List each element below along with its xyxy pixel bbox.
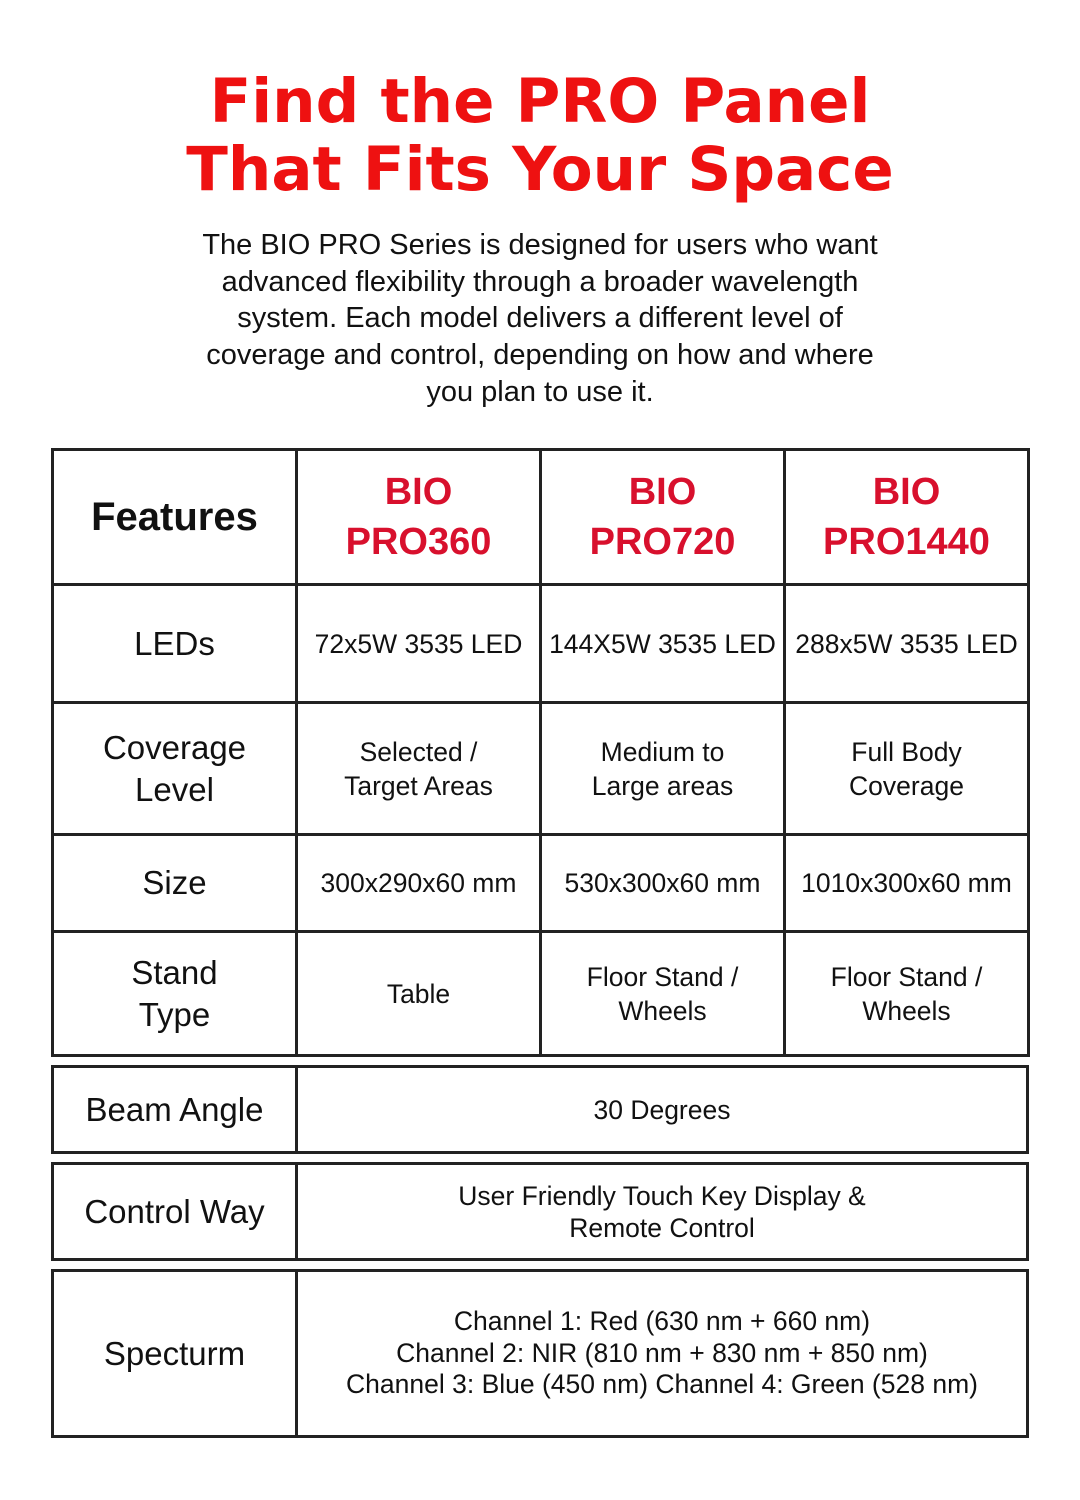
- cell-leds-pro720: 144X5W 3535 LED: [541, 585, 785, 703]
- cell-line: Selected /: [359, 736, 478, 767]
- cell-size-pro360: 300x290x60 mm: [297, 835, 541, 932]
- intro-paragraph: [140, 227, 940, 411]
- spectrum-table: [51, 1269, 1029, 1438]
- cell-size-pro1440: 1010x300x60 mm: [785, 835, 1029, 932]
- model-name-line: BIO: [872, 471, 941, 513]
- spectrum-channel-line: Channel 3: Blue (450 nm) Channel 4: Green (528 nm): [346, 1369, 978, 1400]
- features-header: Features: [53, 450, 297, 585]
- row-label-line: Level: [135, 770, 214, 808]
- control-way-label: Control Way: [53, 1164, 297, 1260]
- cell-line: Wheels: [618, 995, 707, 1026]
- table-row-leds: [53, 585, 1029, 703]
- intro-line: you plan to use it.: [426, 375, 654, 408]
- intro-line: system. Each model delivers a different level of: [237, 302, 843, 335]
- beam-angle-label: Beam Angle: [53, 1067, 297, 1153]
- cell-line: Coverage: [849, 770, 964, 801]
- cell-coverage-pro720: [541, 703, 785, 835]
- beam-angle-value: 30 Degrees: [297, 1067, 1028, 1153]
- model-header-pro720: [541, 450, 785, 585]
- row-label-size: [53, 835, 297, 932]
- row-label-line: Type: [138, 995, 211, 1033]
- cell-size-pro720: 530x300x60 mm: [541, 835, 785, 932]
- table-header-row: [53, 450, 1029, 585]
- control-line: Remote Control: [569, 1212, 755, 1243]
- row-label-leds: [53, 585, 297, 703]
- cell-line: Target Areas: [344, 770, 493, 801]
- spectrum-label: Specturm: [53, 1271, 297, 1437]
- spectrum-row: [53, 1271, 1028, 1437]
- row-label-line: Coverage: [102, 728, 247, 766]
- row-label-line: Size: [142, 864, 207, 901]
- beam-angle-table: [51, 1065, 1029, 1154]
- cell-coverage-pro360: [297, 703, 541, 835]
- title-line-1: Find the PRO Panel: [209, 66, 871, 137]
- intro-line: coverage and control, depending on how and where: [206, 339, 874, 372]
- table-row-stand: [53, 932, 1029, 1056]
- control-way-value: [297, 1164, 1028, 1260]
- intro-line: advanced flexibility through a broader wavelength: [221, 265, 859, 298]
- model-header-pro360: [297, 450, 541, 585]
- cell-line: Full Body: [851, 736, 962, 767]
- table-row-size: [53, 835, 1029, 932]
- row-label-line: LEDs: [134, 624, 215, 662]
- control-way-row: [53, 1164, 1028, 1260]
- spectrum-value: [297, 1271, 1028, 1437]
- spectrum-channel-line: Channel 1: Red (630 nm + 660 nm): [453, 1306, 871, 1337]
- cell-line: Wheels: [862, 995, 951, 1026]
- cell-stand-pro720: [541, 932, 785, 1056]
- cell-line: Large areas: [591, 770, 734, 801]
- cell-stand-pro360: [297, 932, 541, 1056]
- model-header-pro1440: [785, 450, 1029, 585]
- model-name-line: PRO1440: [823, 521, 990, 563]
- model-name-line: PRO360: [345, 521, 492, 563]
- intro-line: The BIO PRO Series is designed for users who want: [202, 229, 878, 261]
- row-label-coverage: [53, 703, 297, 835]
- title-line-2: That Fits Your Space: [186, 134, 894, 205]
- row-label-stand: [53, 932, 297, 1056]
- cell-line: Floor Stand /: [586, 961, 739, 992]
- spectrum-channel-line: Channel 2: NIR (810 nm + 830 nm + 850 nm): [396, 1337, 928, 1368]
- comparison-table: [51, 448, 1030, 1057]
- control-way-table: [51, 1162, 1029, 1261]
- table-row-coverage: [53, 703, 1029, 835]
- model-name-line: BIO: [384, 471, 453, 513]
- model-name-line: BIO: [628, 471, 697, 513]
- model-name-line: PRO720: [589, 521, 736, 563]
- cell-leds-pro360: 72x5W 3535 LED: [297, 585, 541, 703]
- cell-stand-pro1440: [785, 932, 1029, 1056]
- cell-leds-pro1440: 288x5W 3535 LED: [785, 585, 1029, 703]
- page-title: [0, 68, 1080, 204]
- row-label-line: Stand: [131, 953, 218, 991]
- cell-line: Medium to: [600, 736, 725, 767]
- cell-coverage-pro1440: [785, 703, 1029, 835]
- control-line: User Friendly Touch Key Display &: [458, 1180, 866, 1211]
- beam-angle-row: [53, 1067, 1028, 1153]
- cell-line: Table: [386, 978, 451, 1009]
- cell-line: Floor Stand /: [830, 961, 983, 992]
